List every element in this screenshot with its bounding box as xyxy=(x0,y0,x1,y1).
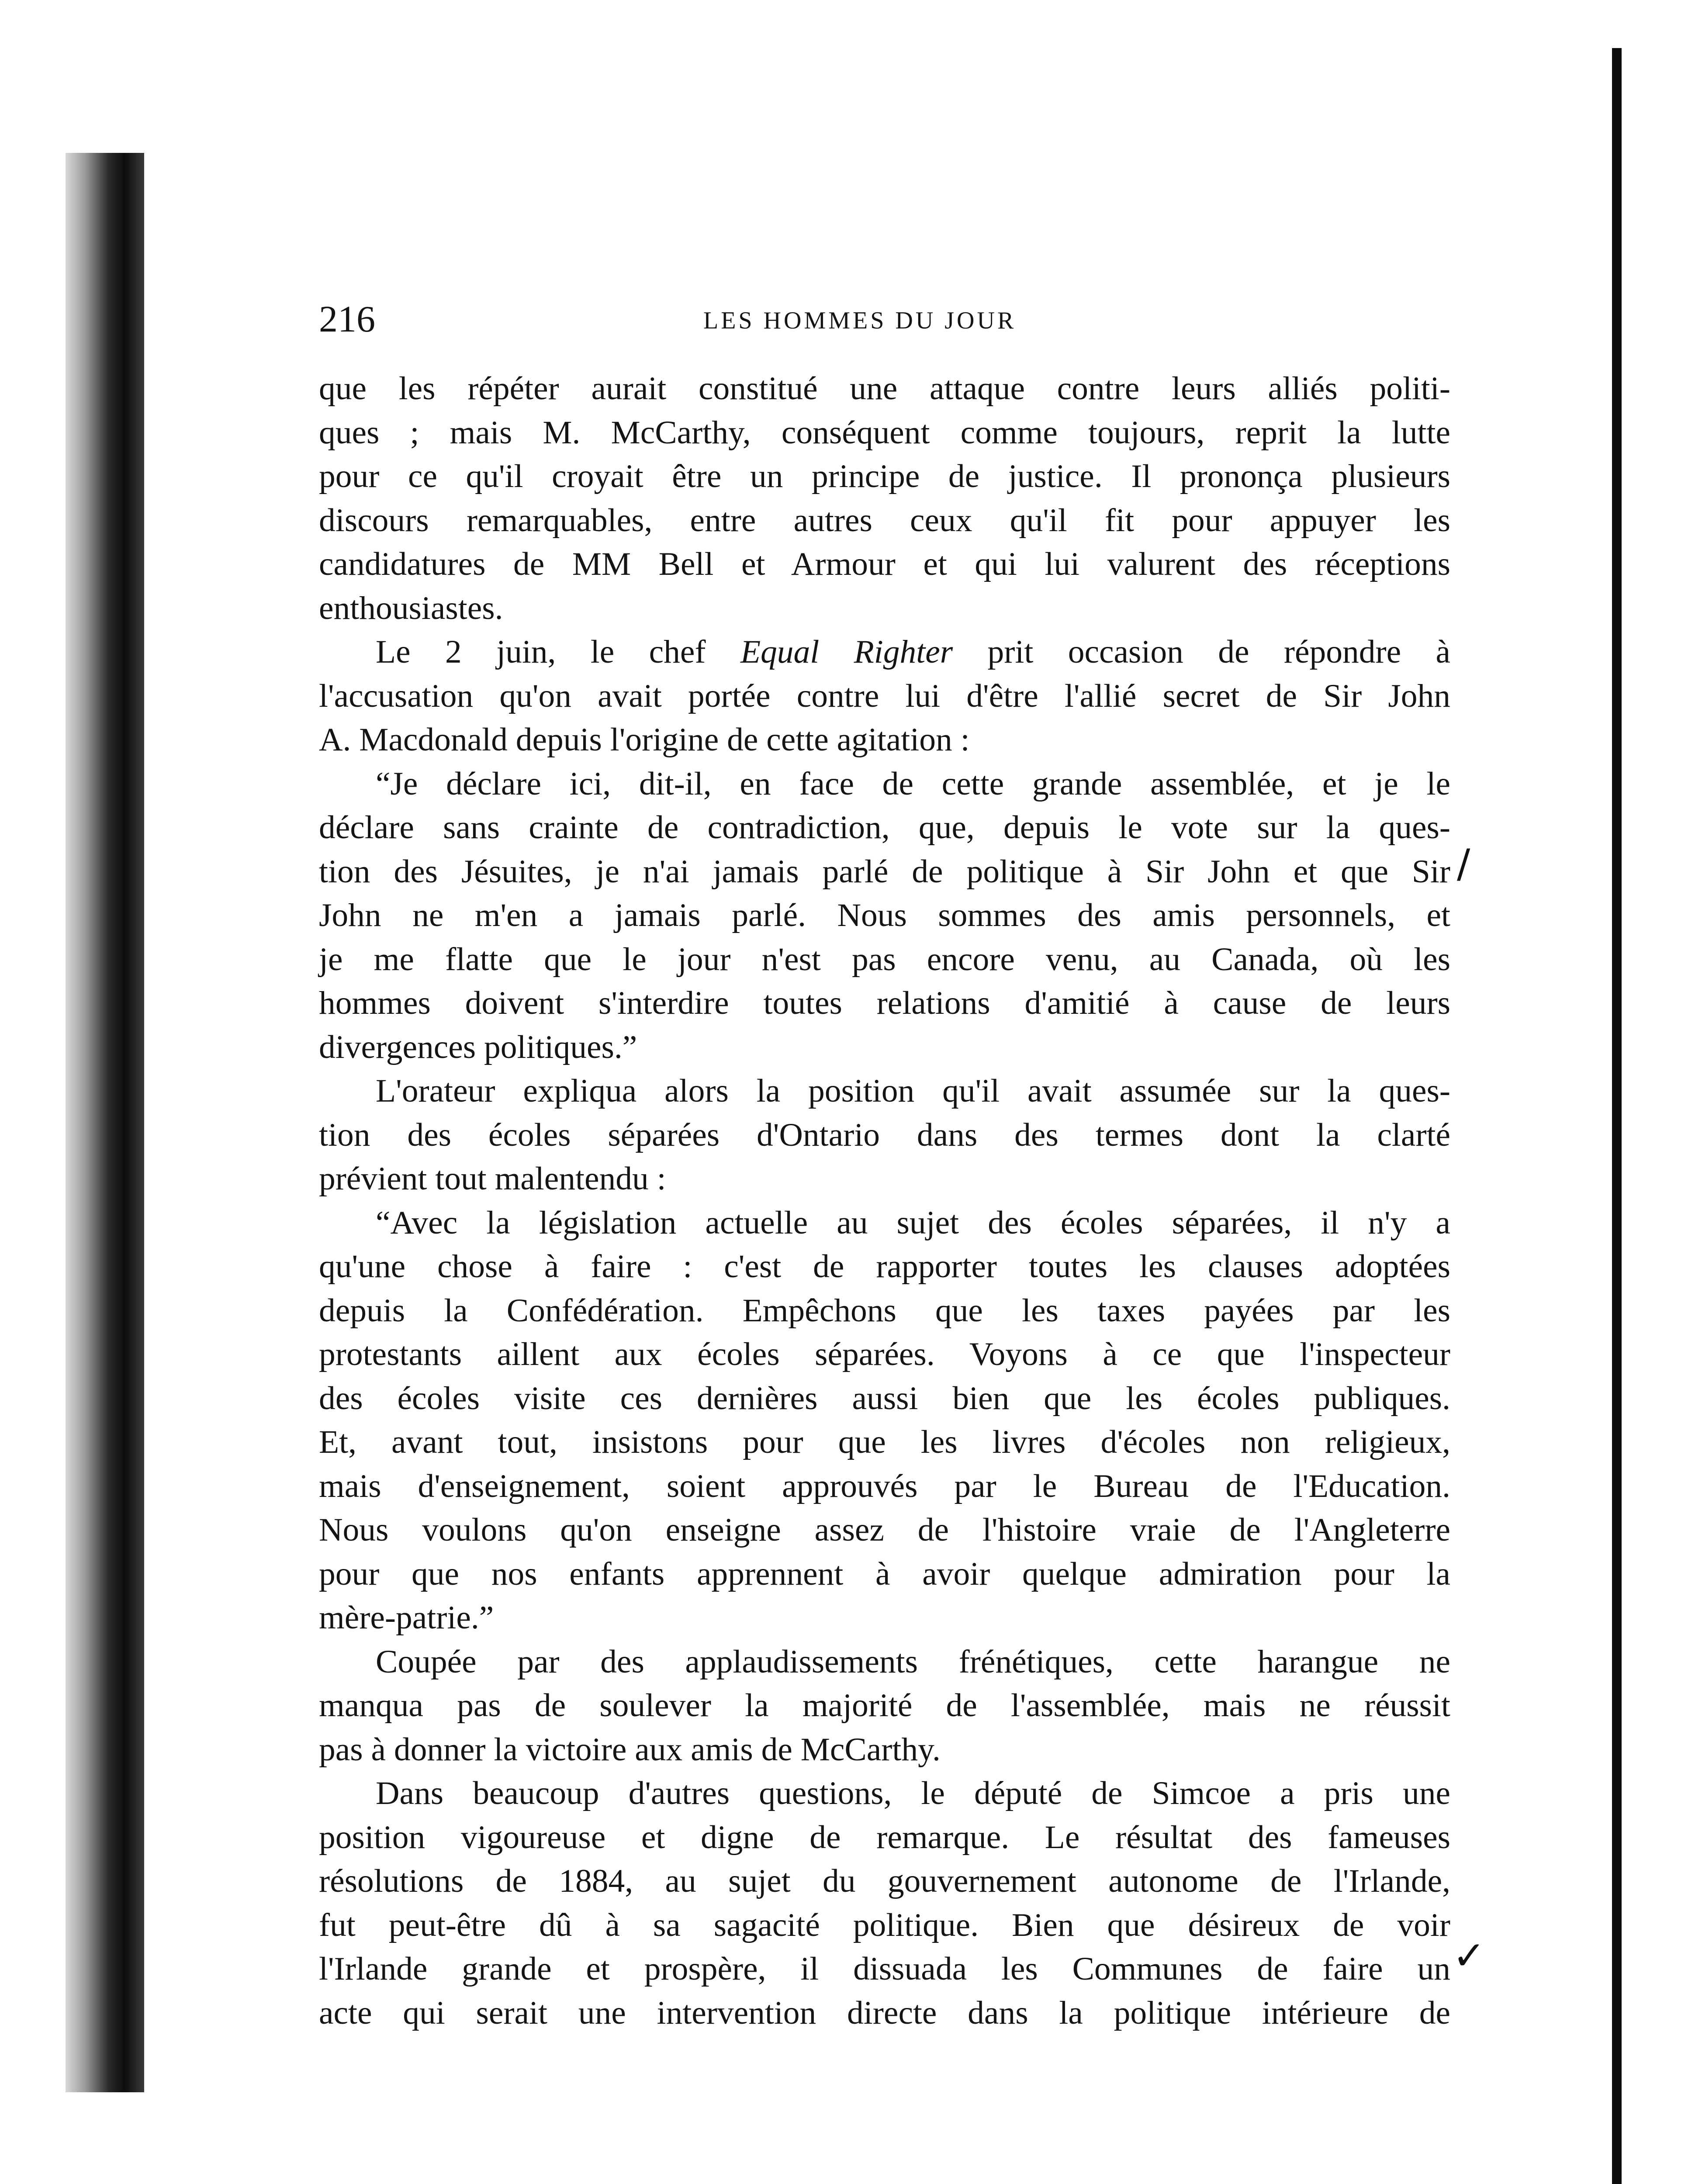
margin-end-check-mark: ✓ xyxy=(1453,1933,1486,1979)
text-line: John ne m'en a jamais parlé. Nous sommes des amis personnels, et xyxy=(319,897,1450,933)
scan-border-right xyxy=(1612,48,1622,2184)
text-line: ques ; mais M. McCarthy, conséquent comme toujours, reprit la lutte xyxy=(319,414,1450,451)
text-line: Dans beaucoup d'autres questions, le député de Simcoe a pris une xyxy=(376,1775,1450,1811)
text-line: fut peut-être dû à sa sagacité politique. Bien que désireux de voir xyxy=(319,1907,1450,1943)
text-line: Et, avant tout, insistons pour que les livres d'écoles non religieux, xyxy=(319,1424,1450,1460)
text-line: tion des Jésuites, je n'ai jamais parlé de politique à Sir John et que Sir xyxy=(319,853,1450,890)
margin-check-mark: / xyxy=(1457,841,1470,887)
text-line: des écoles visite ces dernières aussi bien que les écoles publiques. xyxy=(319,1380,1450,1417)
paragraph-4 xyxy=(319,1640,1450,1772)
text-line: position vigoureuse et digne de remarque. Le résultat des fameuses xyxy=(319,1819,1450,1856)
text-line: pour que nos enfants apprennent à avoir quelque admiration pour la xyxy=(319,1555,1450,1592)
text-line: enthousiastes. xyxy=(319,590,503,626)
italic-term: Equal Righter xyxy=(740,634,953,670)
text-line: l'Irlande grande et prospère, il dissuada les Communes de faire un xyxy=(319,1951,1450,1987)
text-line: je me flatte que le jour n'est pas encore venu, au Canada, où les xyxy=(319,941,1450,978)
paragraph-1 xyxy=(319,367,1450,630)
text-line: “Avec la législation actuelle au sujet des écoles séparées, il n'y a xyxy=(376,1204,1450,1241)
body-text xyxy=(319,367,1450,2035)
text-line: Coupée par des applaudissements frénétiques, cette harangue ne xyxy=(376,1643,1450,1680)
text-line: mère-patrie.” xyxy=(319,1600,494,1636)
text-line: discours remarquables, entre autres ceux qu'il fit pour appuyer les xyxy=(319,502,1450,539)
text-line: depuis la Confédération. Empêchons que les taxes payées par les xyxy=(319,1292,1450,1329)
page-number: 216 xyxy=(319,298,375,340)
text-line: acte qui serait une intervention directe dans la politique intérieure de xyxy=(319,1994,1450,2031)
text-line: manqua pas de soulever la majorité de l'assemblée, mais ne réussit xyxy=(319,1687,1450,1724)
running-title: LES HOMMES DU JOUR xyxy=(703,307,1017,334)
text-line: que les répéter aurait constitué une attaque contre leurs alliés politi- xyxy=(319,370,1450,407)
running-head xyxy=(319,297,1494,345)
text-line: candidatures de MM Bell et Armour et qui lui valurent des réceptions xyxy=(319,546,1450,582)
text-line: résolutions de 1884, au sujet du gouvernement autonome de l'Irlande, xyxy=(319,1863,1450,1899)
text-line: pour ce qu'il croyait être un principe de justice. Il prononça plusieurs xyxy=(319,458,1450,494)
paragraph-3 xyxy=(319,1069,1450,1201)
text-line: tion des écoles séparées d'Ontario dans des termes dont la clarté xyxy=(319,1116,1450,1153)
text-line: hommes doivent s'interdire toutes relations d'amitié à cause de leurs xyxy=(319,985,1450,1021)
text-line: L'orateur expliqua alors la position qu'il avait assumée sur la ques- xyxy=(376,1073,1450,1109)
text-line: prévient tout malentendu : xyxy=(319,1161,666,1197)
text-line: qu'une chose à faire : c'est de rapporter toutes les clauses adoptées xyxy=(319,1248,1450,1285)
text-span: Le 2 juin, le chef xyxy=(376,634,740,670)
text-line: mais d'enseignement, soient approuvés par le Bureau de l'Education. xyxy=(319,1468,1450,1504)
text-line: protestants aillent aux écoles séparées. Voyons à ce que l'inspecteur xyxy=(319,1336,1450,1372)
text-line: divergences politiques.” xyxy=(319,1029,637,1065)
scan-shadow-left xyxy=(66,153,144,2092)
paragraph-5 xyxy=(319,1772,1450,2035)
text-line xyxy=(319,630,1450,674)
text-line: pas à donner la victoire aux amis de McCarthy. xyxy=(319,1731,941,1768)
text-span: prit occasion de répondre à xyxy=(953,634,1451,670)
text-line: A. Macdonald depuis l'origine de cette agitation : xyxy=(319,722,970,758)
paragraph-2 xyxy=(319,630,1450,762)
text-line: Nous voulons qu'on enseigne assez de l'histoire vraie de l'Angleterre xyxy=(319,1512,1450,1548)
text-line: “Je déclare ici, dit-il, en face de cette grande assemblée, et je le xyxy=(376,765,1450,802)
text-line: déclare sans crainte de contradiction, que, depuis le vote sur la ques- xyxy=(319,809,1450,846)
text-line: l'accusation qu'on avait portée contre lui d'être l'allié secret de Sir John xyxy=(319,677,1450,714)
quotation-2 xyxy=(319,1201,1450,1640)
quotation-1 xyxy=(319,762,1450,1070)
